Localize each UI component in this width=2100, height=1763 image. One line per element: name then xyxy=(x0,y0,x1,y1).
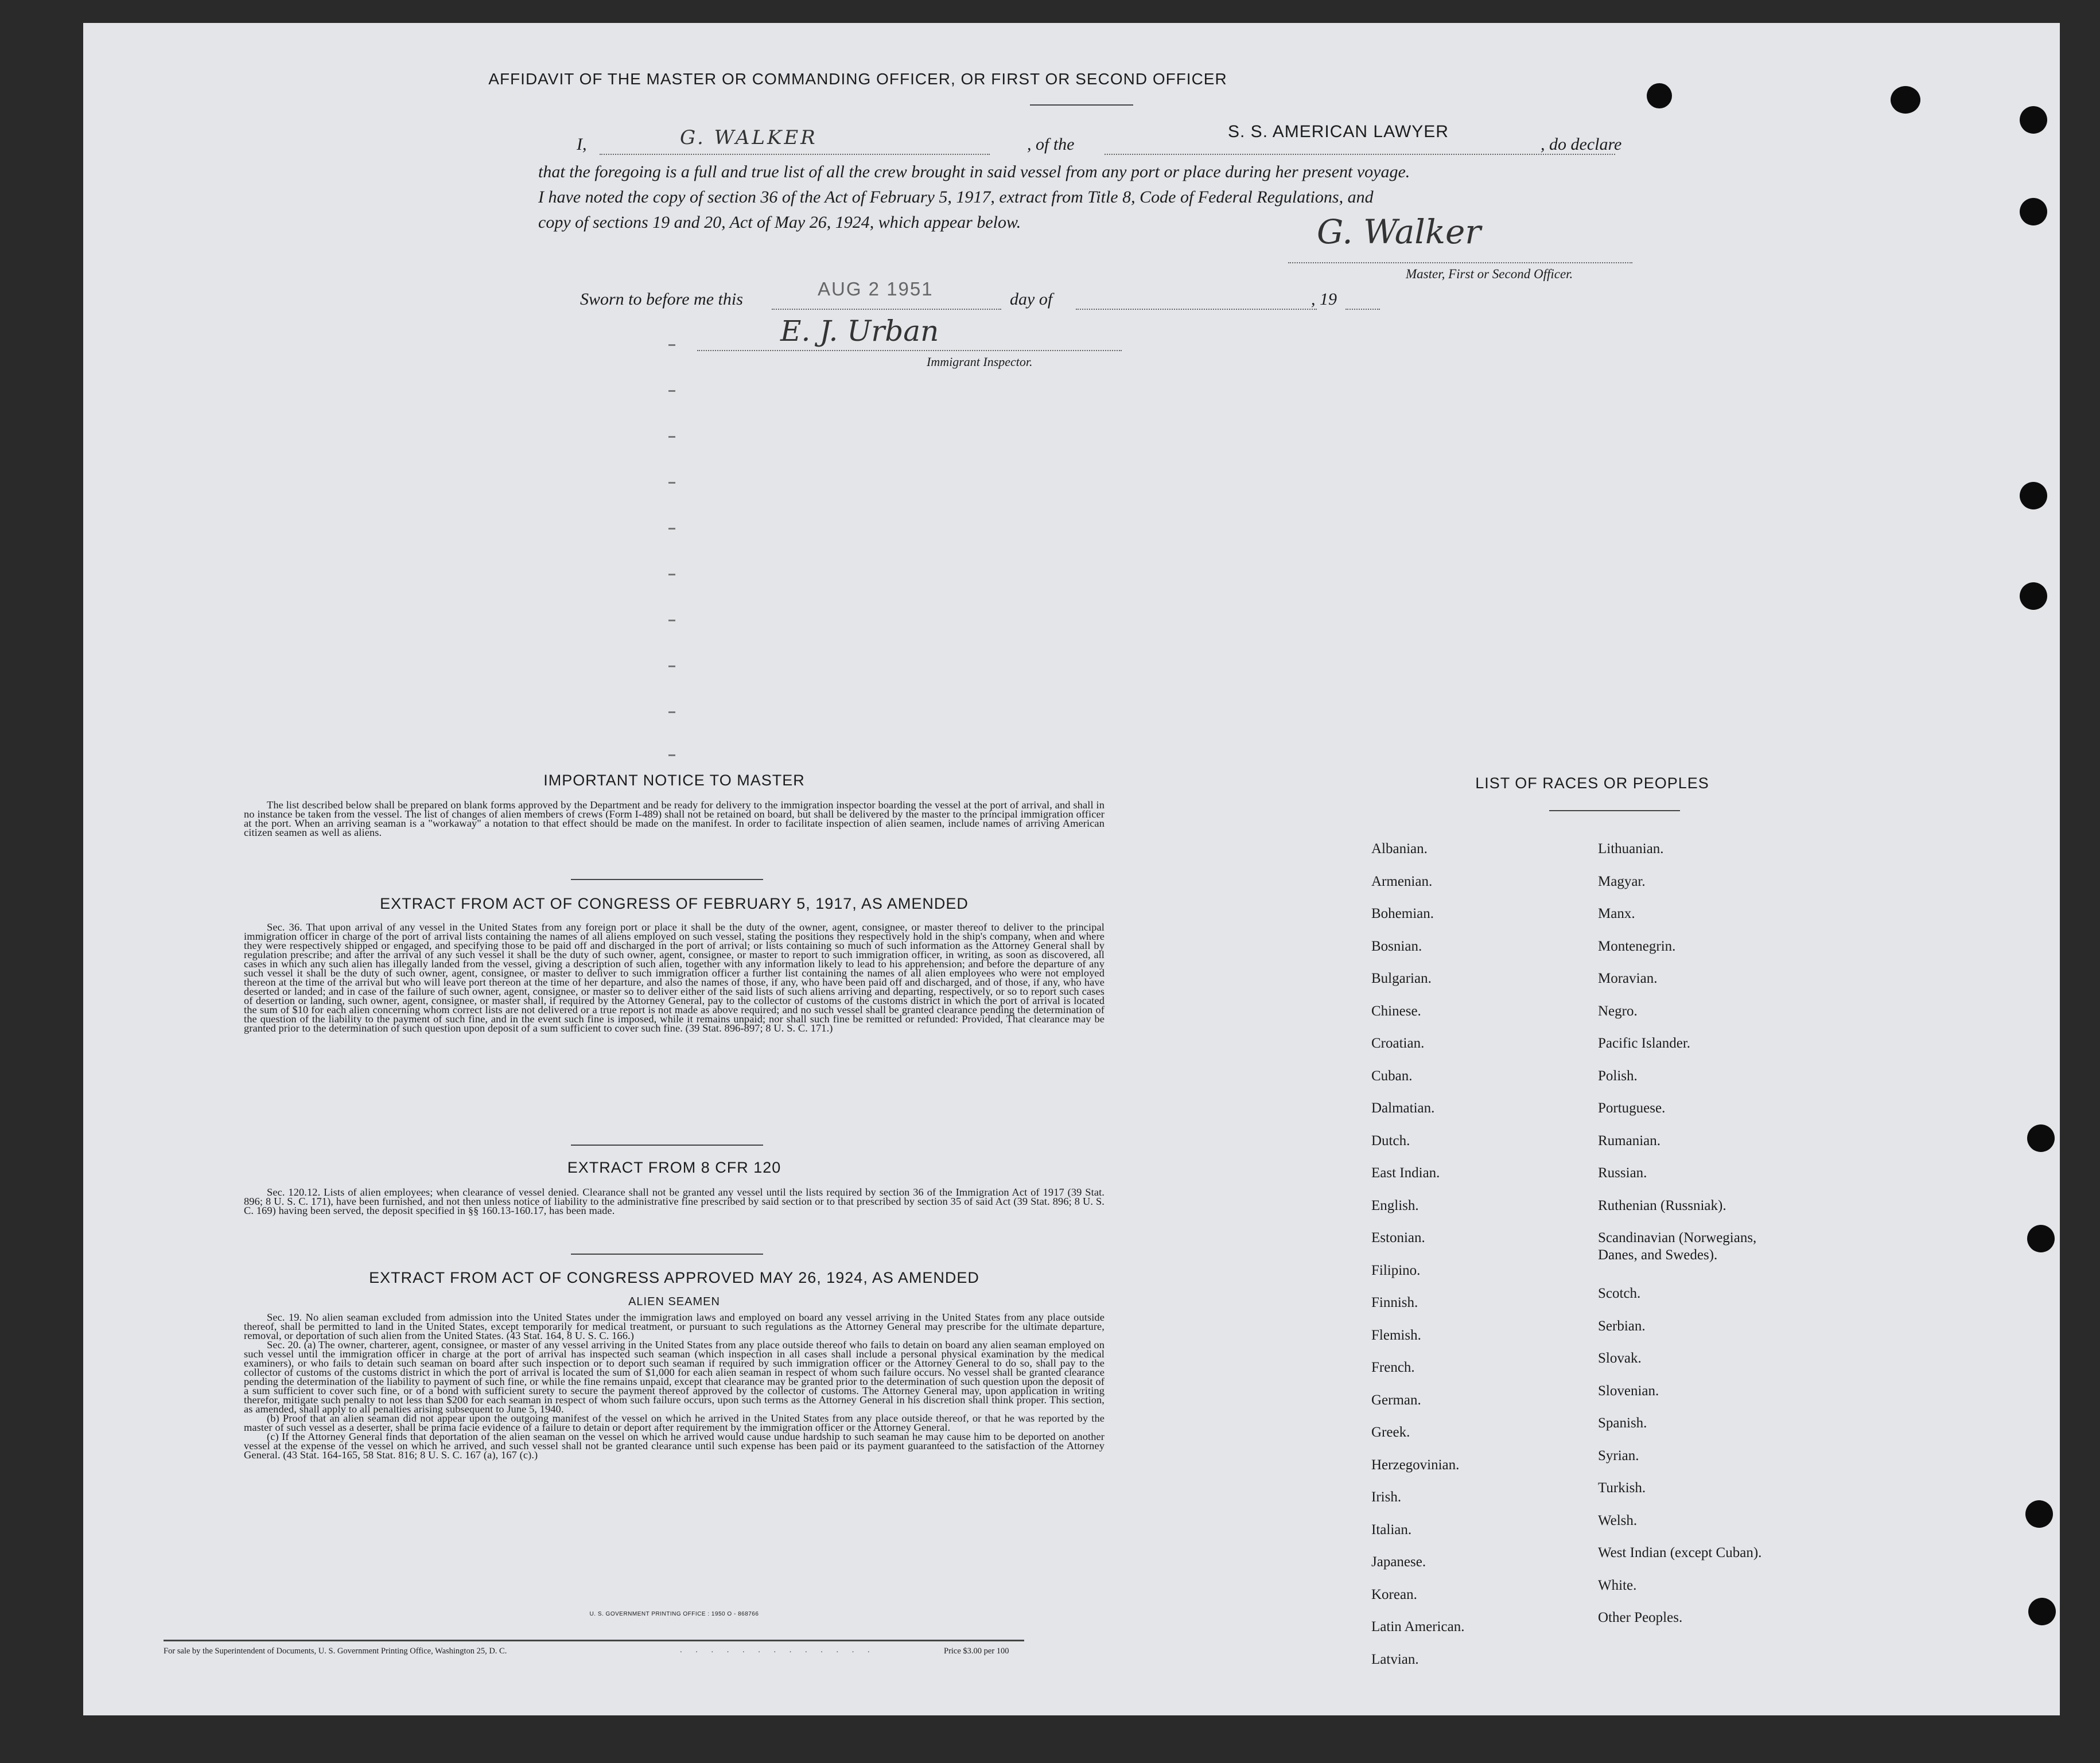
race-item: Greek. xyxy=(1371,1425,1410,1440)
race-item: Pacific Islander. xyxy=(1598,1036,1691,1051)
printing-office-line: U. S. GOVERNMENT PRINTING OFFICE : 1950 O - 868766 xyxy=(589,1611,759,1617)
sworn-date-line xyxy=(772,309,1001,310)
race-item: Irish. xyxy=(1371,1489,1402,1505)
race-item: English. xyxy=(1371,1197,1419,1213)
race-item: Albanian. xyxy=(1371,841,1428,857)
affidavit-line-4: copy of sections 19 and 20, Act of May 26, 1924, which appear below. xyxy=(538,213,1021,232)
race-item: Latin American. xyxy=(1371,1619,1465,1634)
punch-hole xyxy=(2027,1225,2055,1252)
affidavit-line-3: I have noted the copy of section 36 of the Act of February 5, 1917, extract from Title 8, Code of Federal Regulations, and xyxy=(538,188,1374,207)
race-item: Serbian. xyxy=(1598,1318,1646,1334)
punch-hole xyxy=(2020,482,2047,509)
inspector-caption: Immigrant Inspector. xyxy=(927,355,1033,369)
race-item: Herzegovinian. xyxy=(1371,1457,1460,1473)
notice-text: The list described below shall be prepared on blank forms approved by the Department and be ready for delivery to the immigration inspector boarding the vessel at the port of arrival, and shall in no instance be taken from the vessel. The list of changes of alien members of crews (Form I-489) shall not be retained on board, but shall be delivered by the master to the principal immigration officer at the port. When an arriving seaman is a "workaway" a notation to that effect should be made on the manifest. In order to facilitate inspection of alien seamen, include names of arriving American citizen seamen as well as aliens. xyxy=(244,799,1105,838)
master-name: G. WALKER xyxy=(680,126,818,149)
race-item: West Indian (except Cuban). xyxy=(1598,1545,1762,1560)
margin-tick xyxy=(668,754,675,756)
vessel-name: S. S. AMERICAN LAWYER xyxy=(1228,122,1449,141)
races-rule xyxy=(1549,810,1680,811)
extract-cfr-text: Sec. 120.12. Lists of alien employees; when clearance of vessel denied. Clearance shall not be granted any vessel until the lists required by section 36 of the Immigration Act of 1917 (39 Stat. 896; 8 U. S. C. 171), have been furnished, and not then unless notice of liability to the administrative fine prescribed by said section or to that prescribed by section 35 of said Act (39 Stat. 896; 8 U. S. C. 169) having been served, the deposit specified in §§ 160.13-160.17, has been made. xyxy=(244,1186,1105,1216)
affidavit-title: AFFIDAVIT OF THE MASTER OR COMMANDING OFFICER, OR FIRST OR SECOND OFFICER xyxy=(488,70,1227,88)
race-item: Welsh. xyxy=(1598,1512,1638,1528)
race-item: Filipino. xyxy=(1371,1262,1421,1278)
master-signature-line xyxy=(1288,262,1632,263)
race-item: Bulgarian. xyxy=(1371,971,1432,986)
footer-leader: . . . . . . . . . . . . . xyxy=(680,1645,876,1655)
notice-heading: IMPORTANT NOTICE TO MASTER xyxy=(543,772,805,789)
race-item: Spanish. xyxy=(1598,1415,1647,1431)
inspector-signature-line xyxy=(697,350,1122,351)
race-item: Scotch. xyxy=(1598,1286,1641,1301)
race-item: Lithuanian. xyxy=(1598,841,1664,857)
extract-cfr-rule xyxy=(571,1254,763,1255)
race-item: Slovenian. xyxy=(1598,1383,1659,1399)
date-stamp: AUG 2 1951 xyxy=(818,278,934,299)
punch-hole xyxy=(2025,1500,2053,1528)
race-item: Moravian. xyxy=(1598,971,1658,986)
races-column-2 xyxy=(1598,833,1761,1634)
race-item: Scandinavian (Norwegians, Danes, and Swedes). xyxy=(1598,1230,1757,1263)
do-declare-label: , do declare xyxy=(1541,135,1622,154)
margin-tick xyxy=(668,344,675,346)
margin-tick xyxy=(668,620,675,621)
footer-rule xyxy=(164,1640,1024,1641)
master-caption: Master, First or Second Officer. xyxy=(1406,267,1573,281)
race-item: Estonian. xyxy=(1371,1230,1425,1246)
race-item: French. xyxy=(1371,1360,1415,1375)
race-item: Latvian. xyxy=(1371,1651,1419,1667)
month-line xyxy=(1076,309,1317,310)
extract-cfr-heading: EXTRACT FROM 8 CFR 120 xyxy=(567,1159,781,1176)
race-item: Bohemian. xyxy=(1371,906,1434,921)
inspector-signature: E. J. Urban xyxy=(780,314,939,348)
race-item: Dalmatian. xyxy=(1371,1100,1435,1116)
year-line xyxy=(1345,309,1380,310)
margin-tick xyxy=(668,482,675,484)
race-item: Armenian. xyxy=(1371,873,1433,889)
extract-1917-rule xyxy=(571,1145,763,1146)
race-item: Portuguese. xyxy=(1598,1100,1666,1116)
extract-1924-text xyxy=(244,1313,1105,1460)
punch-hole xyxy=(2028,1598,2056,1625)
sec-20a-paragraph: Sec. 20. (a) The owner, charterer, agent, consignee, or master of any vessel arriving in the United States from any place outside thereof who fails to detain on board any alien seaman employed on such vessel until the immigration officer in charge at the port of arrival has inspected such seaman (which inspection in all cases shall include a personal physical examination by the medical examiners), or who fails to detain such seaman on board after such inspection or to deport such seaman if required by such immigration officer or the Attorney General to do so, shall pay to the collector of customs of the customs district in which the port of arrival is located the sum of $1,000 for each alien seaman in respect of whom such failure occurs. No vessel shall be granted clearance pending the determination of the liability to payment of such fine, or while the fine remains unpaid, except that clearance may be granted prior to the determination of such question upon the deposit of a sum sufficient to cover such fine, or of a bond with sufficient surety to secure the payment thereof approved by the collector of customs. The Attorney General may, upon application in writing therefor, mitigate such penalty to not less than $200 for each seaman in respect of whom such failure occurs, upon such terms as the Attorney General in his discretion shall think proper. This section, as amended, shall apply to all penalties arising subsequent to June 5, 1940. xyxy=(244,1339,1105,1415)
sec-19-paragraph: Sec. 19. No alien seaman excluded from admission into the United States under the immigration laws and employed on board any vessel arriving in the United States from any place outside thereof, shall be permitted to land in the United States, except temporarily for medical treatment, or pursuant to such regulations as the Attorney General may prescribe for the ultimate departure, removal, or deportation of such alien from the United States. (43 Stat. 164, 8 U. S. C. 166.) xyxy=(244,1311,1105,1341)
price-line: Price $3.00 per 100 xyxy=(944,1647,1009,1656)
races-heading: LIST OF RACES OR PEOPLES xyxy=(1475,775,1709,792)
of-the-label: , of the xyxy=(1027,135,1075,154)
race-item: Korean. xyxy=(1371,1586,1417,1602)
punch-hole xyxy=(2020,582,2047,610)
race-item: Negro. xyxy=(1598,1003,1638,1019)
race-item: Magyar. xyxy=(1598,873,1646,889)
extract-1917-heading: EXTRACT FROM ACT OF CONGRESS OF FEBRUARY 5, 1917, AS AMENDED xyxy=(380,895,969,912)
punch-hole xyxy=(1891,86,1920,114)
race-item: Italian. xyxy=(1371,1521,1412,1538)
sec-20c-paragraph: (c) If the Attorney General finds that deportation of the alien seaman on the vessel on which he arrived would cause undue hardship to such seaman he may cause him to be deported on another vessel at the expense of the vessel on which he arrived, and such vessel shall not be granted clearance until such expense has been paid or its payment guaranteed to the satisfaction of the Attorney General. (43 Stat. 164-165, 58 Stat. 816; 8 U. S. C. 167 (a), 167 (c).) xyxy=(244,1431,1105,1461)
margin-tick xyxy=(668,528,675,530)
race-item: Ruthenian (Russniak). xyxy=(1598,1197,1726,1213)
races-column-1 xyxy=(1371,833,1464,1676)
race-item: East Indian. xyxy=(1371,1165,1440,1181)
race-item: German. xyxy=(1371,1392,1421,1408)
margin-tick xyxy=(668,711,675,713)
sec-20b-paragraph: (b) Proof that an alien seaman did not appear upon the outgoing manifest of the vessel on which he arrived in the United States from any place outside thereof, or that he was reported by the master of such vessel as a deserter, shall be prima facie evidence of a failure to detain or deport after requirement by the immigration officer or the Attorney General. xyxy=(244,1412,1105,1433)
sale-line: For sale by the Superintendent of Documents, U. S. Government Printing Office, Washington 25, D. C. xyxy=(164,1647,507,1656)
race-item: Montenegrin. xyxy=(1598,938,1676,954)
affidavit-i: I, xyxy=(577,135,587,154)
punch-hole xyxy=(2027,1124,2055,1152)
margin-tick xyxy=(668,436,675,438)
form-page xyxy=(83,23,2060,1715)
margin-tick xyxy=(668,665,675,667)
master-name-line xyxy=(600,154,990,155)
race-item: Polish. xyxy=(1598,1068,1638,1084)
title-rule xyxy=(1030,104,1133,106)
punch-hole xyxy=(2020,198,2047,225)
year-label: , 19 xyxy=(1311,290,1337,309)
race-item: Finnish. xyxy=(1371,1295,1418,1310)
punch-hole xyxy=(1647,83,1672,108)
notice-rule xyxy=(571,879,763,880)
race-item: Bosnian. xyxy=(1371,938,1422,954)
margin-tick xyxy=(668,574,675,575)
race-item: Japanese. xyxy=(1371,1554,1426,1570)
affidavit-line-2: that the foregoing is a full and true list of all the crew brought in said vessel from any port or place during her present voyage. xyxy=(538,162,1410,181)
extract-1917-text: Sec. 36. That upon arrival of any vessel in the United States from any foreign port or place it shall be the duty of the owner, agent, consignee, or master thereof to deliver to the principal immigration officer in charge of the port of arrival lists containing the names of all aliens employed on such vessel, stating the positions they respectively hold in the ship's company, when and where they were respectively shipped or engaged, and specifying those to be paid off and discharged in the port of arrival; or lists containing so much of such information as the Attorney General shall by regulation prescribe; and after the arrival of any such vessel it shall be the duty of such owner, agent, consignee, or master to report to such immigration officer, in writing, as soon as discovered, all cases in which any such alien has illegally landed from the vessel, giving a description of such alien, together with any information likely to lead to his apprehension; and before the departure of any such vessel it shall be the duty of such owner, agent, consignee, or master to deliver to such immigration officer a further list containing the names of all alien employees who were not employed thereon at the time of the arrival but who will leave port thereon at the time of her departure, and also the names of those, if any, who have been paid off and discharged, and of those, if any, who have deserted or landed; and in case of the failure of such owner, agent, consignee, or master so to deliver either of the said lists of such aliens arriving and departing, respectively, or so to report such cases of desertion or landing, such owner, agent, consignee, or master shall, if required by the Attorney General, pay to the collector of customs of the customs district in which the port of arrival is located the sum of $10 for each alien concerning whom correct lists are not delivered or a true report is not made as above required; and no such vessel shall be granted clearance pending the determination of the question of the liability to the payment of such fine, and in the event such fine is imposed, while it remains unpaid; nor shall such fine be remitted or refunded: Provided, That clearance may be granted prior to the determination of such question upon deposit of a sum sufficient to cover such fine. (39 Stat. 896-897; 8 U. S. C. 171.) xyxy=(244,921,1105,1034)
margin-tick xyxy=(668,390,675,392)
race-item: Manx. xyxy=(1598,906,1635,921)
race-item: Chinese. xyxy=(1371,1003,1421,1019)
race-item: Cuban. xyxy=(1371,1068,1413,1084)
race-item: Turkish. xyxy=(1598,1480,1646,1496)
race-item: White. xyxy=(1598,1577,1637,1593)
race-item: Rumanian. xyxy=(1598,1132,1661,1149)
race-item: Other Peoples. xyxy=(1598,1610,1683,1625)
race-item: Dutch. xyxy=(1371,1132,1410,1149)
day-of-label: day of xyxy=(1010,290,1053,309)
race-item: Syrian. xyxy=(1598,1447,1639,1464)
punch-hole xyxy=(2020,106,2047,134)
race-item: Russian. xyxy=(1598,1165,1647,1181)
sworn-label: Sworn to before me this xyxy=(580,290,743,309)
alien-seamen-subheading: ALIEN SEAMEN xyxy=(628,1295,720,1308)
race-item: Slovak. xyxy=(1598,1351,1642,1366)
race-item: Croatian. xyxy=(1371,1036,1425,1051)
extract-1924-heading: EXTRACT FROM ACT OF CONGRESS APPROVED MAY 26, 1924, AS AMENDED xyxy=(369,1269,979,1286)
vessel-name-line xyxy=(1105,154,1615,155)
master-signature: G. Walker xyxy=(1317,212,1481,251)
race-item: Flemish. xyxy=(1371,1327,1421,1343)
